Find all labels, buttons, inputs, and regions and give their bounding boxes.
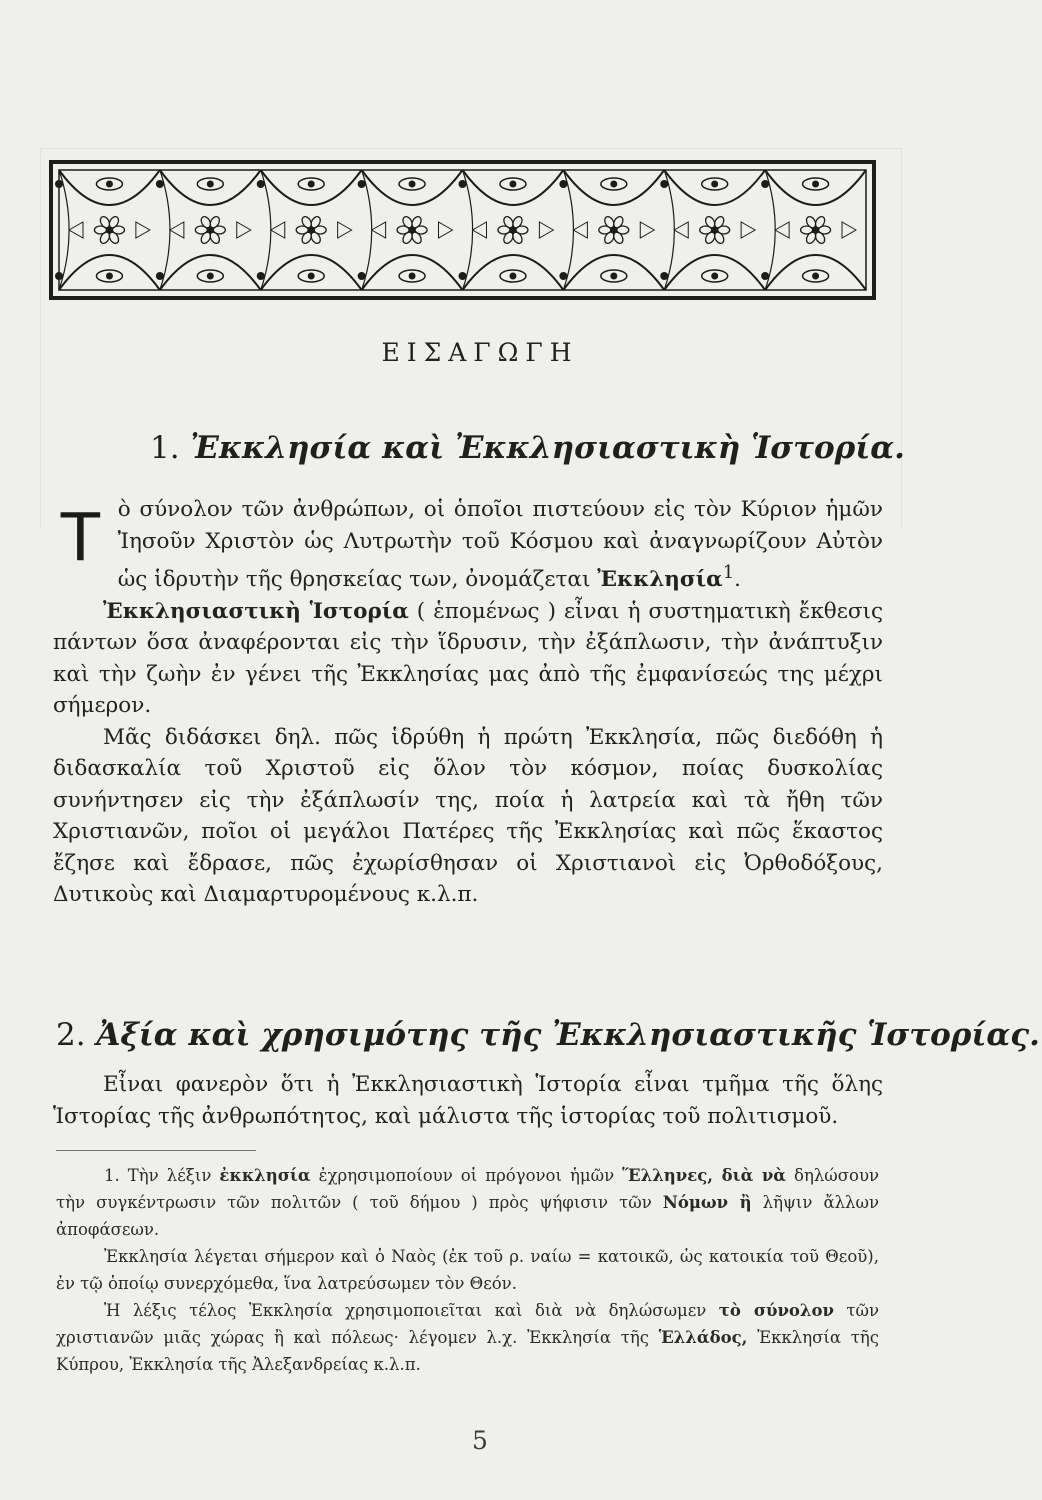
section-1-paragraph-1 (53, 494, 883, 596)
footnote-bold: Ἕλληνες, διὰ νὰ (622, 1166, 786, 1185)
chapter-title: ΕΙΣΑΓΩΓΗ (381, 338, 579, 367)
section-1-paragraph-2 (53, 596, 883, 722)
page-number: 5 (472, 1426, 488, 1455)
section-1-heading (150, 430, 905, 466)
rosette-ornament (801, 215, 831, 245)
section-2-heading-text: Ἀξία καὶ χρησιμότης τῆς Ἐκκλησιαστικῆς Ἱστορίας. (96, 1017, 1040, 1053)
rosette-ornament (599, 215, 629, 245)
rosette-ornament (195, 215, 225, 245)
drop-cap: Τ (59, 497, 102, 575)
footnote-bold: τὸ σύνολον (718, 1301, 834, 1320)
footnote-text: Ἡ λέξις τέλος Ἐκκλησία χρησιμοποιεῖται καὶ διὰ νὰ δηλώσωμεν (104, 1301, 707, 1320)
paragraph-text: ὸ σύνολον τῶν ἀνθρώπων, οἱ ὁποῖοι πιστεύουν εἰς τὸν Κύριον ἡμῶν Ἰησοῦν Χριστὸν ὡς Λυτρωτὴν τοῦ Κόσμου καὶ ἀναγνωρίζουν Αὐτὸν ὡς ἱδρυτὴν τῆς θρησκείας των, ὀνομάζεται (117, 497, 883, 593)
section-1-paragraph-3: Μᾶς διδάσκει δηλ. πῶς ἱδρύθη ἡ πρώτη Ἐκκλησία, πῶς διεδόθη ἡ διδασκαλία τοῦ Χριστοῦ εἰς ὅλον τὸν κόσμον, ποίας δυσκολίας συνήντησεν εἰς τὴν ἐξάπλωσίν της, ποία ἡ λατρεία καὶ τὰ ἤθη τῶν Χριστιανῶν, ποῖοι οἱ μεγάλοι Πατέρες τῆς Ἐκκλησίας καὶ πῶς ἕκαστος ἔζησε καὶ ἔδρασε, πῶς ἐχωρίσθησαν οἱ Χριστιανοὶ εἰς Ὀρθοδόξους, Δυτικοὺς καὶ Διαμαρτυρομένους κ.λ.π. (53, 724, 883, 908)
footnotes (56, 1162, 879, 1378)
footnote-text: τῶν χριστιανῶν μιᾶς χώρας ἢ καὶ πόλεως· λέγομεν λ.χ. Ἐκκλησία τῆς (56, 1301, 880, 1347)
section-1-heading-text: Ἐκκλησία καὶ Ἐκκλησιαστικὴ Ἱστορία. (190, 430, 905, 466)
footnote-text: Ἐκκλησία τῆς Κύπρου, Ἐκκλησία τῆς Ἀλεξανδρείας κ.λ.π. (56, 1328, 879, 1374)
footnote-bold: Νόμων ἢ (662, 1193, 752, 1212)
footnote-bold: Ἑλλάδος, (658, 1328, 748, 1347)
footnote-term: ἐκκλησία (219, 1166, 311, 1185)
paragraph-end: . (734, 567, 741, 593)
section-1-number: 1. (150, 430, 180, 466)
rosette-ornament (700, 215, 730, 245)
footnote-text: ἐχρησιμοποίουν οἱ πρόγονοι ἡμῶν (318, 1166, 615, 1185)
section-2-number: 2. (56, 1017, 86, 1053)
term-church-history: Ἐκκλησιαστικὴ Ἱστορία (103, 598, 409, 624)
decorative-header-band (49, 160, 876, 300)
footnote-2: Ἐκκλησία λέγεται σήμερον καὶ ὁ Ναὸς (ἐκ τοῦ ρ. ναίω = κατοικῶ, ὡς κατοικία τοῦ Θεοῦ), ἐν τῷ ὁποίῳ συνερχόμεθα, ἵνα λατρεύσωμεν τὸν Θεόν. (56, 1247, 879, 1293)
rosette-ornament (94, 215, 124, 245)
paragraph-text: ( ἑπομένως ) εἶναι ἡ συστηματικὴ ἔκθεσις πάντων ὅσα ἀναφέρονται εἰς τὴν ἵδρυσιν, τὴν ἐξάπλωσιν, τὴν ἀνάπτυξιν καὶ τὴν ζωὴν ἐν γένει τῆς Ἐκκλησίας μας ἀπὸ τῆς ἐμφανίσεώς της μέχρι σήμερον. (53, 598, 884, 719)
rosette-ornament (397, 215, 427, 245)
section-2-paragraph-1: Εἶναι φανερὸν ὅτι ἡ Ἐκκλησιαστικὴ Ἱστορία εἶναι τμῆμα τῆς ὅλης Ἱστορίας τῆς ἀνθρωπότητος, καὶ μάλιστα τῆς ἱστορίας τοῦ πολιτισμοῦ. (53, 1072, 883, 1129)
rosette-ornament (498, 215, 528, 245)
ornament-pattern (49, 160, 876, 300)
footnote-text: δηλώσουν τὴν συγκέντρωσιν τῶν πολιτῶν ( τοῦ δήμου ) πρὸς ψήφισιν τῶν (56, 1166, 880, 1212)
footnote-3 (56, 1297, 879, 1378)
footnote-1 (56, 1162, 879, 1243)
footnote-text: 1. Τὴν λέξιν (104, 1166, 212, 1185)
rosette-ornament (296, 215, 326, 245)
footnote-text: λῆψιν ἄλλων ἀποφάσεων. (56, 1193, 879, 1239)
footnote-divider (56, 1150, 256, 1151)
section-2-heading (56, 1017, 1040, 1053)
term-ekklesia: Ἐκκλησία (597, 567, 723, 593)
footnote-marker: 1 (722, 562, 735, 583)
section-2-body (53, 1069, 883, 1132)
section-1-body (53, 494, 883, 911)
